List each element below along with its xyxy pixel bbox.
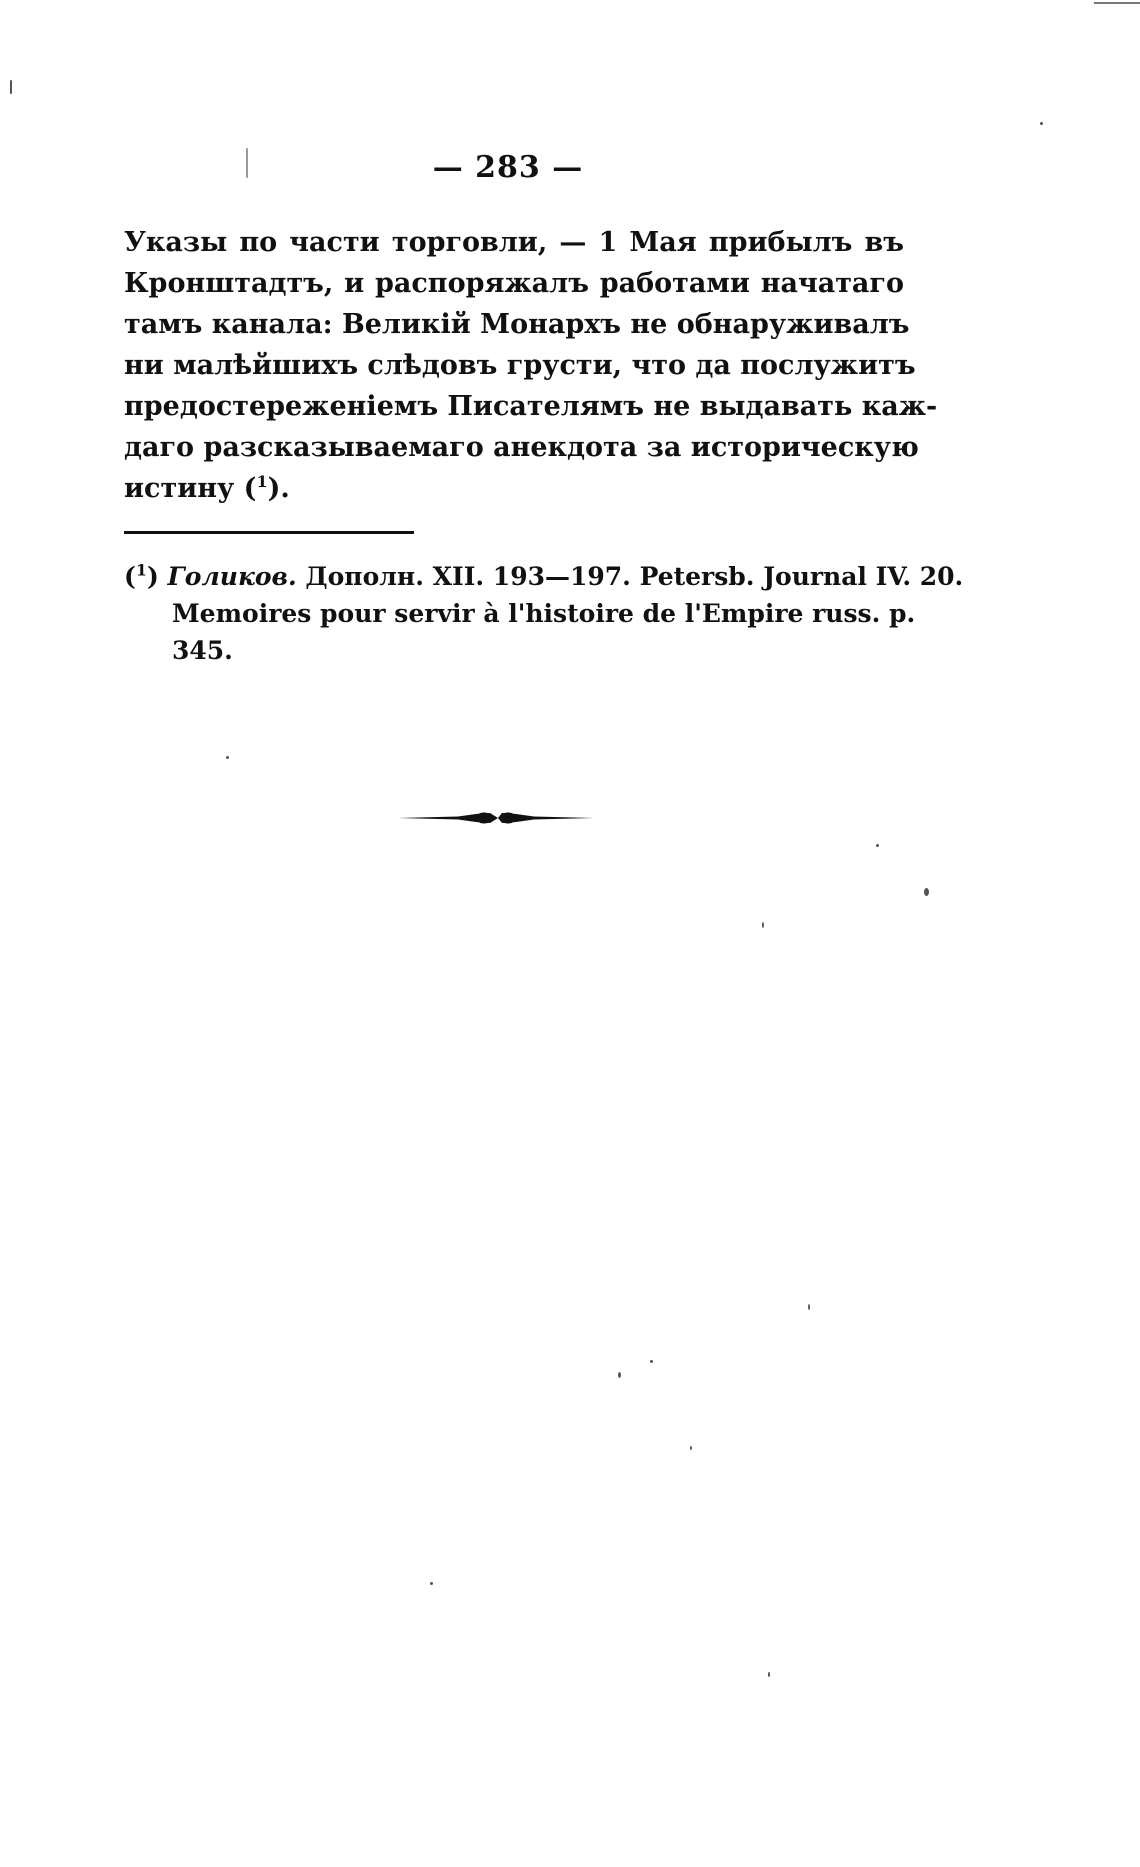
print-speck (618, 1372, 621, 1378)
print-speck (924, 888, 929, 896)
print-speck (1040, 122, 1043, 125)
footnote (124, 558, 964, 669)
print-speck (768, 1672, 770, 1677)
print-speck (1094, 2, 1140, 4)
footnote-divider (124, 531, 414, 534)
footnote-line-1-rest: Дополн. XII. 193—197. Petersb. Journal IV. 20. (296, 562, 964, 591)
body-line: ни малѣйшихъ слѣдовъ грусти, что да послужитъ (124, 350, 916, 381)
print-speck (246, 148, 248, 178)
print-speck (808, 1304, 810, 1310)
body-line: Указы по части торговли, — 1 Мая прибылъ въ (124, 227, 904, 258)
print-speck (10, 80, 12, 94)
body-line: предостереженіемъ Писателямъ не выдавать каж- (124, 391, 938, 422)
footnote-reference: 1 (256, 472, 268, 491)
footnote-marker-close: ) (146, 562, 159, 591)
body-line: даго разсказываемаго анекдота за историческую (124, 432, 919, 463)
body-line: Кронштадтъ, и распоряжалъ работами начатаго (124, 268, 904, 299)
footnote-marker: 1 (135, 560, 147, 580)
body-text (124, 222, 938, 509)
print-speck (762, 922, 764, 928)
page-number: — 283 — (432, 150, 584, 185)
print-speck (430, 1582, 433, 1585)
body-last-close: ). (267, 473, 290, 504)
footnote-line-3: 345. (172, 636, 233, 665)
print-speck (226, 756, 229, 759)
footnote-marker-open: ( (124, 562, 136, 591)
print-speck (690, 1446, 692, 1450)
body-line: тамъ канала: Великій Монархъ не обнаруживалъ (124, 309, 910, 340)
footnote-author: Голиков. (167, 562, 297, 591)
print-speck (876, 844, 879, 847)
footnote-line-1 (124, 558, 964, 595)
ornament-divider-icon (398, 808, 594, 828)
body-last-text: истину ( (124, 473, 257, 504)
body-line-last (124, 468, 904, 509)
print-speck (650, 1360, 653, 1363)
footnote-line-2: Memoires pour servir à l'histoire de l'Empire russ. p. (172, 599, 916, 628)
